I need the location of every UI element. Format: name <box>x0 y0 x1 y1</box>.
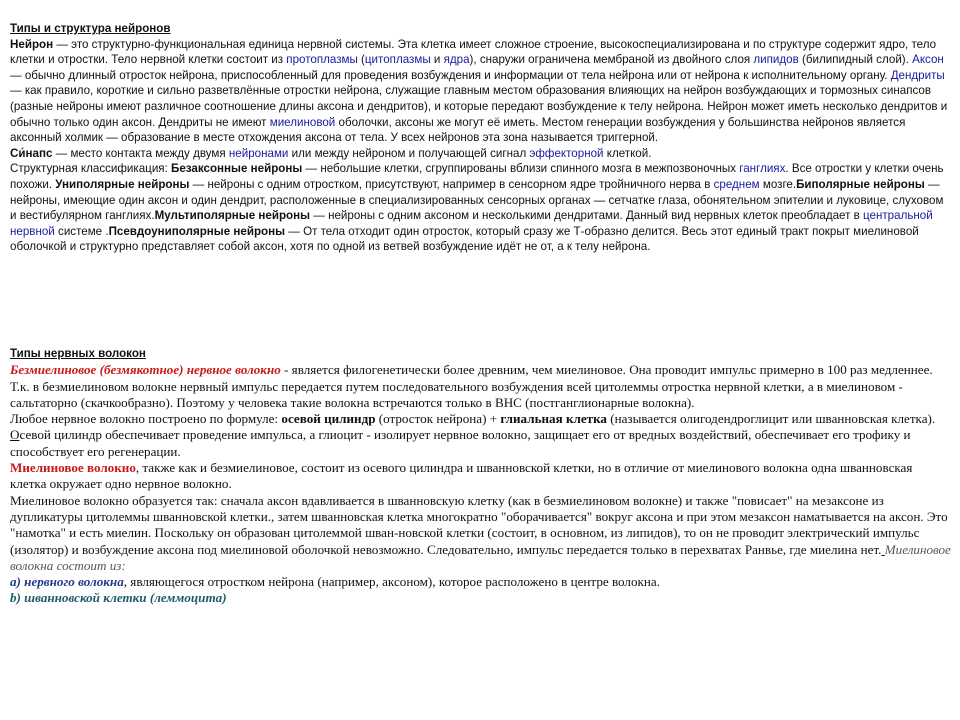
formula-paragraph: Любое нервное волокно построено по формуле: осевой цилиндр (отросток нейрона) + глиальная клетка (называется олигодендроглицит или шванновская клетка). Осевой цилиндр обеспечивает проведение импульса, а глиоцит - изолирует нервное волокно, защищает его от вредных воздействий, обеспечивает его трофику и способствует его регенерации. <box>10 411 936 459</box>
neuron-types-section <box>10 21 950 255</box>
list-item-a: а) нервного волокна, являющегося отростком нейрона (например, аксоном), которое расположено в центре волокна. <box>10 574 660 590</box>
link-nucleus[interactable]: ядра <box>443 53 470 67</box>
section-title: Типы и структура нейронов <box>10 22 171 35</box>
link-protoplasm[interactable]: протоплазмы <box>286 53 358 67</box>
link-lipids[interactable]: липидов <box>753 53 799 67</box>
list-item-b: b) шванновской клетки (леммоцита) <box>10 590 227 606</box>
synapse-paragraph: Си́напс — место контакта между двумя нейронами или между нейроном и получающей сигнал эффекторной клеткой. <box>10 146 652 160</box>
myelin-formation-paragraph: Миелиновое волокно образуется так: сначала аксон вдавливается в шванновскую клетку (как в безмиелиновом волокне) и также "повисает" на мезаксоне из дупликатуры цитолеммы шванновской клетки., затем шванновская клетка многократно "оборачивается" вокруг аксона и при этом мезаксон наматывается на аксон. Это "намотка" и есть миелин. Поскольку он образован цитолеммой шван-новской клетки (состоит, в основном, из липидов), то он не проводит электрический импульс (изолятор) и возбуждение аксона под миелиновой оболочкой невозможно. Следовательно, импульс передается только в перехватах Ранвье, где миелина нет. Миелиновое волокна состоит из: <box>10 492 951 573</box>
myelinated-paragraph: Миелиновое волокно, также как и безмиелиновое, состоит из осевого цилиндра и шванновской клетки, но в отличие от миелинового волокна одна шванновская клетка окружает одно нервное волокно. <box>10 460 913 492</box>
nerve-fiber-types-section <box>10 345 952 607</box>
link-dendrites[interactable]: Дендриты <box>890 68 945 82</box>
neuron-paragraph: Нейрон — это структурно-функциональная единица нервной системы. Эта клетка имеет сложное строение, высокоспециализирована и по структуре содержит ядро, тело клетки и отростки. Тело нервной клетки состоит из протоплазмы (цитоплазмы и ядра), снаружи ограничена мембраной из двойного слоя липидов (билипидный слой). Аксон — обычно длинный отросток нейрона, приспособленный для проведения возбуждения и информации от тела нейрона или от нейрона к исполнительному органу. Дендриты — как правило, короткие и сильно разветвлённые отростки нейрона, служащие главным местом образования влияющих на нейрон возбуждающих и тормозных синапсов (разные нейроны имеют различное соотношение длины аксона и дендритов), и которые передают возбуждение к телу нейрона. Нейрон может иметь несколько дендритов и обычно только один аксон. Дендриты не имеют миелиновой оболочки, аксоны же могут её иметь. Местом генерации возбуждения у большинства нейронов является аксонный холмик — образование в месте отхождения аксона от тела. У всех нейронов эта зона называется триггерной. <box>10 37 948 145</box>
link-neurons[interactable]: нейронами <box>228 146 289 160</box>
unmyelinated-paragraph: Безмиелиновое (безмякотное) нервное волокно - является филогенетически более древним, чем миелиновое. Она проводит импульс примерно в 100 раз медленнее. Т.к. в безмиелиновом волокне нервный импульс передается путем последовательного возбуждения всей цитолеммы отростка нервной клетки, а в миелиновом - сальтаторно (скачкообразно). Поэтому у человека такие волокна встречаются только в ВНС (постганглионарные волокна). <box>10 362 933 410</box>
link-cns[interactable]: центральной нервной <box>10 209 933 238</box>
classification-paragraph: Структурная классификация: Безаксонные нейроны — небольшие клетки, сгруппированы вблизи спинного мозга в межпозвоночных ганглиях. Все отростки у клетки очень похожи. Униполярные нейроны — нейроны с одним отростком, присутствуют, например в сенсорном ядре тройничного нерва в среднем мозге.Биполярные нейроны — нейроны, имеющие один аксон и один дендрит, расположенные в специализированных сенсорных органах — сетчатке глаза, обонятельном эпителии и луковице, слуховом и вестибулярном ганглиях.Мультиполярные нейроны — нейроны с одним аксоном и несколькими дендритами. Данный вид нервных клеток преобладает в центральной нервной системе .Псевдоуниполярные нейроны — От тела отходит один отросток, который сразу же Т-образно делится. Весь этот единый тракт покрыт миелиновой оболочкой и структурно представляет собой аксон, хотя по одной из ветвей возбуждение идёт не от, а к телу нейрона. <box>10 162 944 254</box>
link-effector[interactable]: эффекторной <box>529 146 604 160</box>
link-myelin[interactable]: миелиновой <box>269 115 336 129</box>
link-midbrain[interactable]: среднем <box>713 177 760 191</box>
section-title: Типы нервных волокон <box>10 347 146 360</box>
link-ganglia[interactable]: ганглиях <box>739 162 786 176</box>
link-cytoplasm[interactable]: цитоплазмы <box>364 53 431 67</box>
link-axon[interactable]: Аксон <box>912 53 944 67</box>
